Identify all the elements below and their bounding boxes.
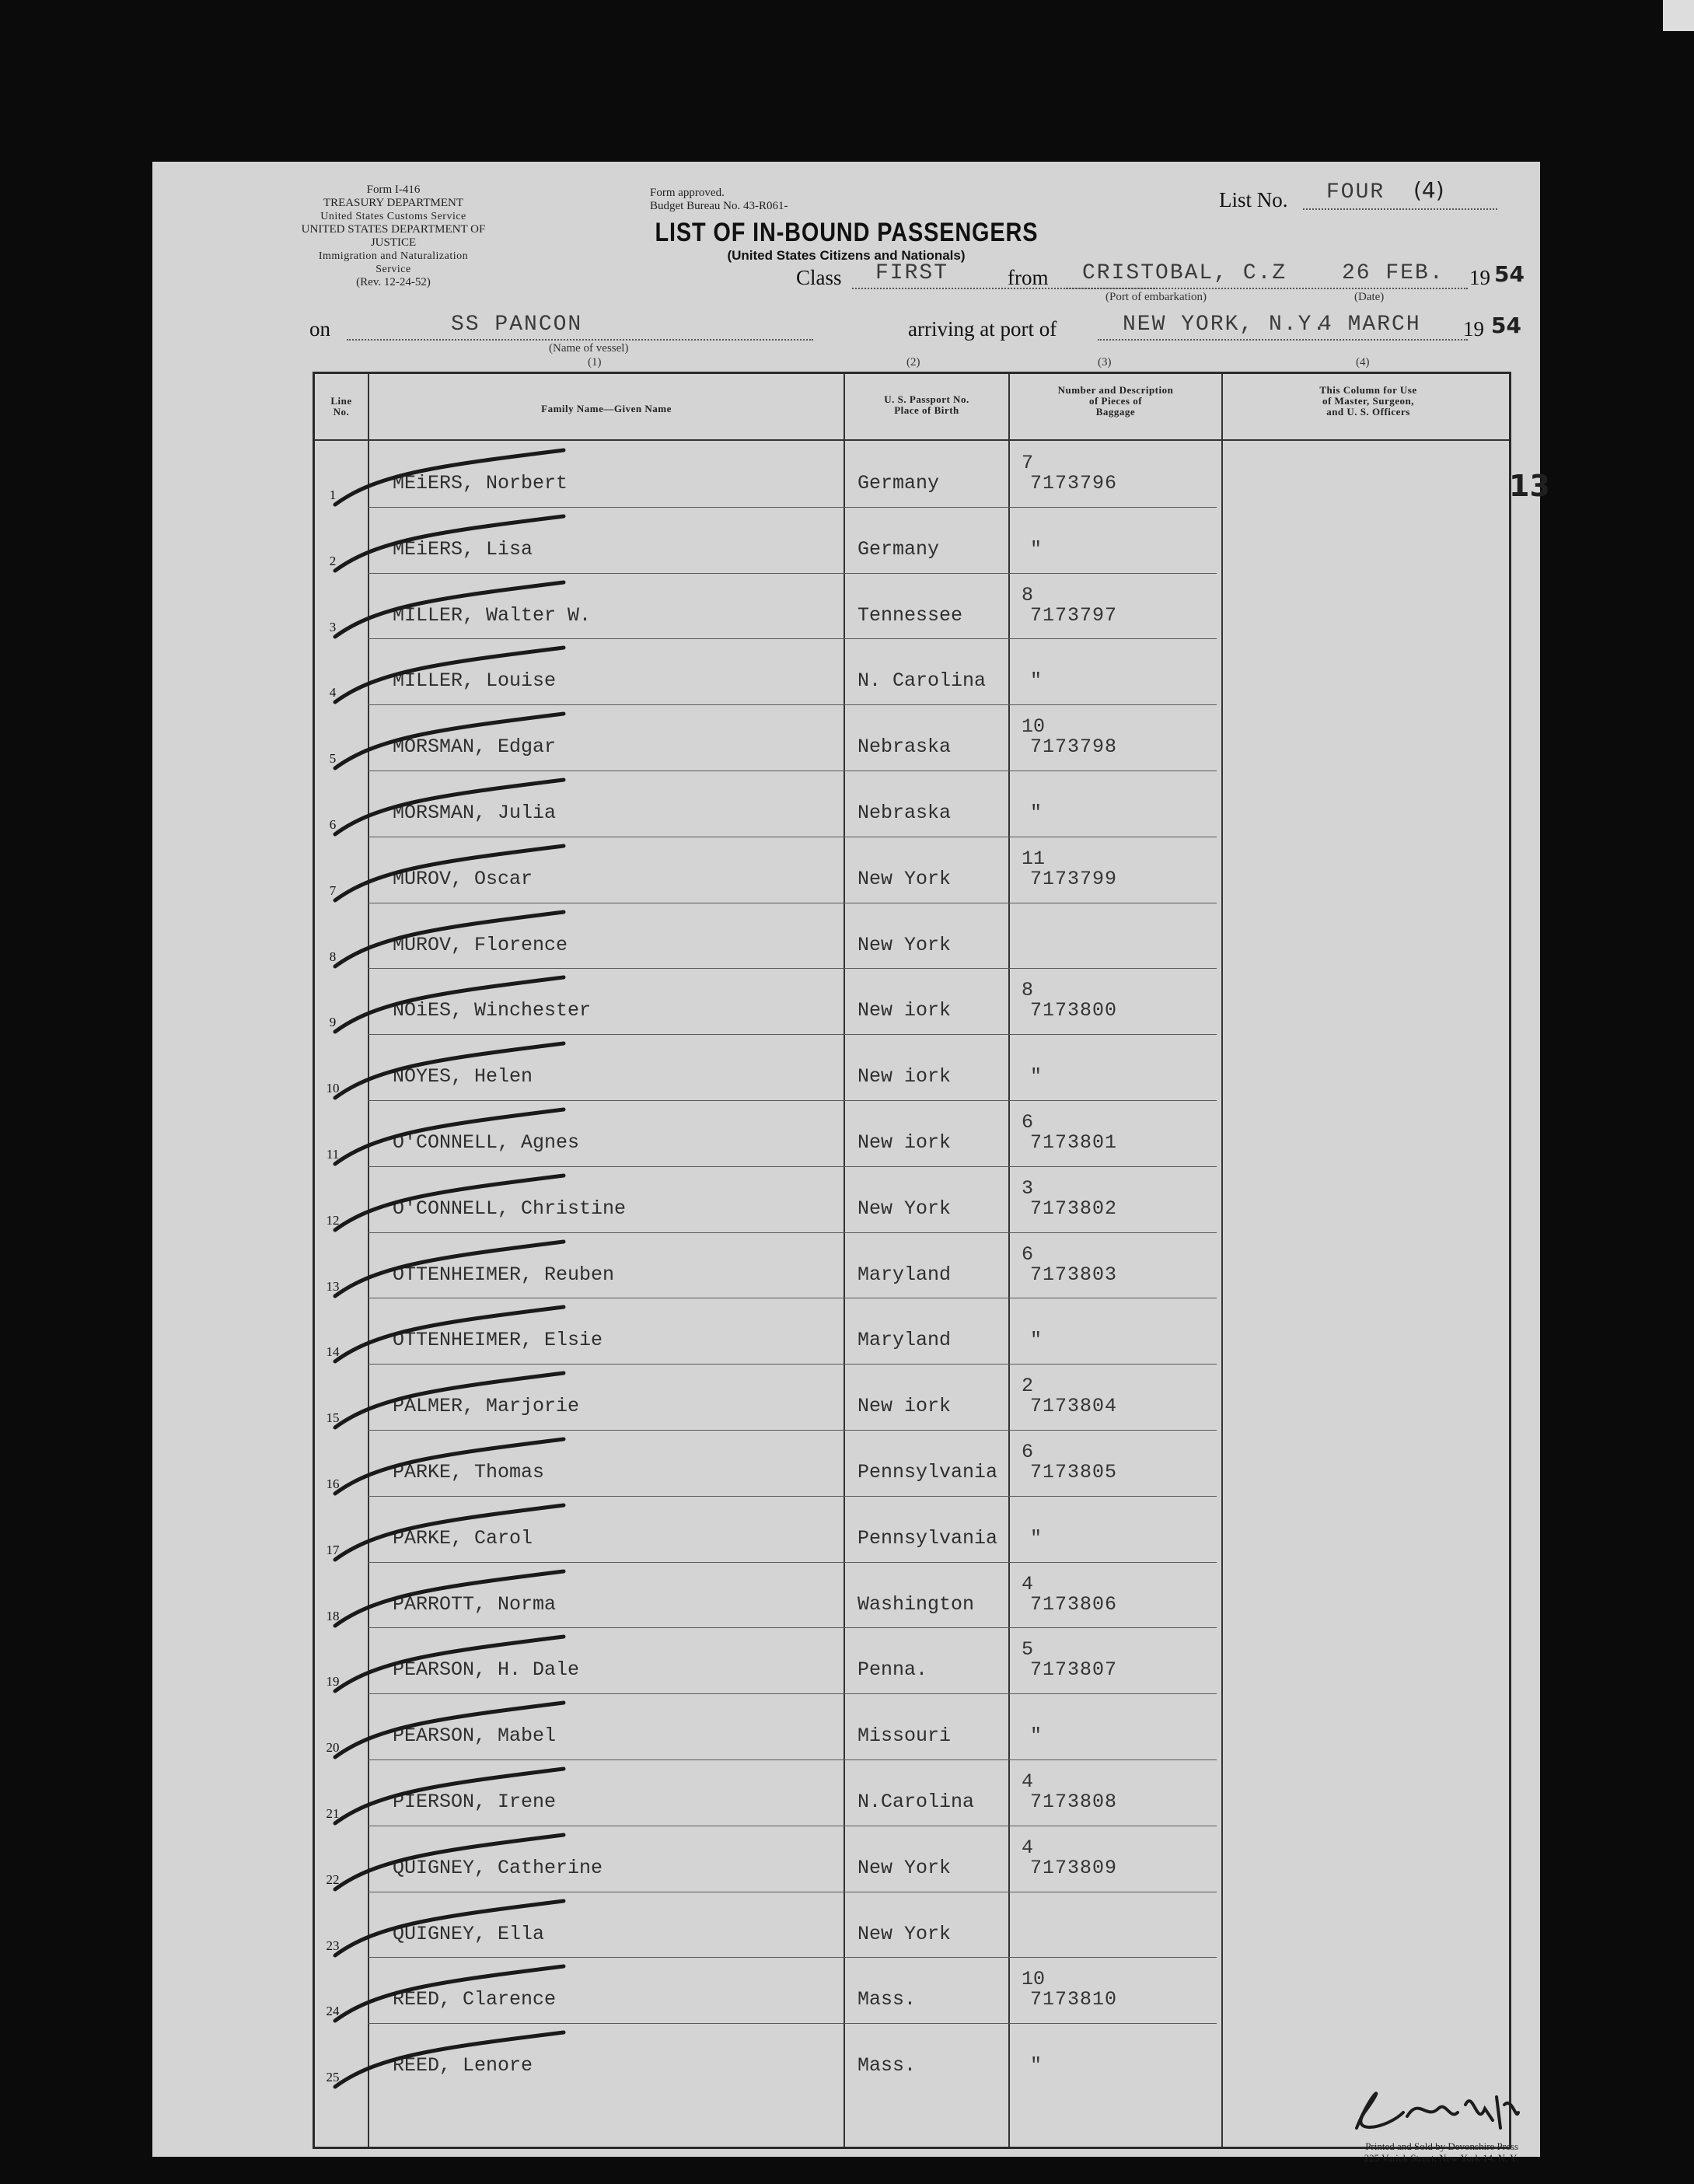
line-number: 5 bbox=[329, 751, 337, 767]
passenger-name: MUROV, Oscar bbox=[393, 867, 533, 890]
table-row bbox=[315, 573, 1509, 638]
row-divider bbox=[368, 1693, 1217, 1694]
check-mark-stroke bbox=[330, 772, 579, 842]
place-of-birth: N.Carolina bbox=[857, 1791, 975, 1813]
baggage-tag: 7173804 bbox=[1030, 1395, 1118, 1418]
table-row bbox=[315, 837, 1509, 902]
baggage-header-line1: Number and Description bbox=[1057, 384, 1174, 396]
passenger-name: NOiES, Winchester bbox=[393, 999, 592, 1022]
check-mark-stroke bbox=[330, 1761, 579, 1831]
on-label: on bbox=[309, 317, 330, 341]
line-number: 9 bbox=[329, 1015, 337, 1030]
baggage-tag: 7173798 bbox=[1030, 736, 1118, 759]
baggage-count: 6 bbox=[1022, 1441, 1034, 1463]
table-row bbox=[315, 968, 1509, 1033]
from-line bbox=[1064, 288, 1468, 289]
baggage-header-line2: of Pieces of bbox=[1088, 395, 1143, 407]
check-mark-stroke bbox=[330, 838, 579, 908]
row-divider bbox=[368, 1957, 1217, 1958]
form-sheet bbox=[152, 162, 1550, 2164]
line-number: 1 bbox=[329, 487, 337, 502]
check-mark-stroke bbox=[330, 2025, 579, 2095]
check-mark-stroke bbox=[330, 508, 579, 578]
baggage-count: 4 bbox=[1022, 1572, 1034, 1595]
line-number: 19 bbox=[326, 1674, 340, 1690]
list-number-value: FOUR bbox=[1326, 180, 1385, 204]
budget-bureau-number: Budget Bureau No. 43-R061- bbox=[650, 200, 788, 212]
passenger-name: PARROTT, Norma bbox=[393, 1592, 557, 1616]
officers-header-line1: This Column for Use bbox=[1319, 384, 1417, 396]
line-number: 3 bbox=[329, 619, 337, 634]
place-of-birth: Maryland bbox=[857, 1329, 952, 1352]
baggage-tag: 7173799 bbox=[1030, 867, 1118, 890]
printer-line2: 225 Varick Street, New York 14, N. Y. bbox=[1364, 2152, 1518, 2164]
line-number: 7 bbox=[329, 882, 337, 898]
table-row bbox=[315, 1826, 1509, 1891]
department2-name: UNITED STATES DEPARTMENT OF JUSTICE bbox=[301, 223, 486, 249]
baggage-count: 11 bbox=[1022, 847, 1046, 870]
table-row bbox=[315, 507, 1509, 572]
line-number: 17 bbox=[326, 1542, 340, 1557]
service-name: United States Customs Service bbox=[320, 211, 466, 222]
row-divider bbox=[368, 1034, 1217, 1035]
arrival-date: 4 MARCH bbox=[1319, 313, 1421, 337]
line-number: 20 bbox=[326, 1740, 340, 1756]
place-of-birth: New iork bbox=[857, 1395, 952, 1418]
passenger-name: MILLER, Louise bbox=[393, 669, 557, 693]
place-of-birth: Washington bbox=[857, 1592, 975, 1616]
baggage-tag: 7173807 bbox=[1030, 1658, 1118, 1682]
place-of-birth: Missouri bbox=[857, 1724, 952, 1748]
row-divider bbox=[368, 507, 1217, 508]
arrival-year-handwritten: 54 bbox=[1491, 313, 1521, 338]
passport-header-line2: Place of Birth bbox=[894, 404, 959, 416]
check-mark-stroke bbox=[330, 1168, 579, 1238]
passport-header-line1: U. S. Passport No. bbox=[884, 393, 969, 405]
baggage-tag: 7173803 bbox=[1030, 1263, 1118, 1286]
baggage-tag: 7173800 bbox=[1030, 999, 1118, 1022]
list-number-label: List No. bbox=[1219, 188, 1288, 211]
column-header-baggage bbox=[1010, 385, 1221, 418]
passenger-name: OTTENHEIMER, Elsie bbox=[393, 1329, 603, 1352]
row-divider bbox=[368, 1100, 1217, 1101]
baggage-tag: 7173797 bbox=[1030, 603, 1118, 627]
passenger-name: MORSMAN, Julia bbox=[393, 802, 557, 824]
place-of-birth: Mass. bbox=[857, 2054, 917, 2077]
place-of-birth: New York bbox=[857, 867, 952, 890]
place-of-birth: Germany bbox=[857, 537, 940, 561]
row-divider bbox=[368, 968, 1217, 969]
table-row bbox=[315, 704, 1509, 770]
form-subtitle: (United States Citizens and Nationals) bbox=[727, 248, 966, 263]
line-number: 18 bbox=[326, 1608, 340, 1623]
passenger-name: O'CONNELL, Agnes bbox=[393, 1131, 580, 1154]
line-number: 14 bbox=[326, 1344, 340, 1360]
printer-imprint bbox=[1364, 2140, 1518, 2164]
passenger-name: MORSMAN, Edgar bbox=[393, 736, 557, 759]
passenger-name: PIERSON, Irene bbox=[393, 1791, 557, 1813]
row-divider bbox=[368, 1759, 1217, 1760]
check-mark-stroke bbox=[330, 706, 579, 776]
baggage-count: 2 bbox=[1022, 1375, 1034, 1398]
baggage-count: 10 bbox=[1022, 715, 1046, 739]
line-number: 2 bbox=[329, 553, 337, 568]
form-revision: (Rev. 12-24-52) bbox=[356, 276, 431, 288]
form-number: Form I-416 bbox=[366, 183, 421, 196]
line-number: 15 bbox=[326, 1410, 340, 1426]
line-number: 6 bbox=[329, 817, 337, 832]
check-mark-stroke bbox=[330, 1497, 579, 1567]
passenger-name: MEiERS, Lisa bbox=[393, 537, 533, 561]
baggage-header-line3: Baggage bbox=[1095, 406, 1136, 418]
table-row bbox=[315, 1693, 1509, 1759]
baggage-tag: " bbox=[1030, 2054, 1043, 2077]
baggage-tag: 7173810 bbox=[1030, 1988, 1118, 2011]
printer-line1: Printed and Sold by Devonshire Press bbox=[1365, 2140, 1518, 2152]
baggage-tag: 7173809 bbox=[1030, 1856, 1118, 1879]
baggage-tag: " bbox=[1030, 1724, 1043, 1748]
place-of-birth: New iork bbox=[857, 1131, 952, 1154]
table-row bbox=[315, 1166, 1509, 1232]
check-mark-stroke bbox=[330, 442, 579, 512]
corner-scan-artifact bbox=[1663, 0, 1694, 31]
embarkation-year-handwritten: 54 bbox=[1494, 261, 1525, 287]
baggage-count: 8 bbox=[1022, 979, 1034, 1002]
class-label: Class bbox=[796, 266, 842, 289]
form-approval-block bbox=[650, 187, 837, 213]
check-mark-stroke bbox=[330, 1102, 579, 1172]
place-of-birth: Penna. bbox=[857, 1658, 928, 1682]
row-divider bbox=[368, 1232, 1217, 1233]
place-of-birth: Mass. bbox=[857, 1988, 917, 2011]
line-number: 10 bbox=[326, 1081, 340, 1096]
passenger-name: NOYES, Helen bbox=[393, 1065, 533, 1089]
table-row bbox=[315, 1232, 1509, 1298]
check-mark-stroke bbox=[330, 1695, 579, 1765]
place-of-birth: New iork bbox=[857, 999, 952, 1022]
vessel-name: SS PANCON bbox=[451, 313, 583, 337]
column-header-passport bbox=[845, 394, 1008, 416]
column-number-baggage-label: (3) bbox=[1098, 356, 1112, 369]
row-divider bbox=[368, 2023, 1217, 2024]
passenger-name: PARKE, Thomas bbox=[393, 1461, 545, 1483]
check-mark-stroke bbox=[330, 1234, 579, 1304]
officer-note: 13 bbox=[1509, 469, 1550, 503]
column-header-officers bbox=[1223, 385, 1514, 418]
baggage-tag: 7173808 bbox=[1030, 1791, 1118, 1813]
place-of-birth: New York bbox=[857, 1922, 952, 1945]
check-mark-stroke bbox=[330, 1827, 579, 1897]
table-row bbox=[315, 1627, 1509, 1693]
baggage-count: 7 bbox=[1022, 452, 1034, 474]
column-header-line: Line No. bbox=[330, 395, 352, 418]
place-of-birth: Pennsylvania bbox=[857, 1526, 998, 1550]
check-mark-stroke bbox=[330, 1299, 579, 1369]
table-row bbox=[315, 1759, 1509, 1825]
baggage-count: 5 bbox=[1022, 1638, 1034, 1662]
line-number: 16 bbox=[326, 1476, 340, 1491]
port-of-embarkation: CRISTOBAL, C.Z bbox=[1082, 261, 1287, 285]
port-embarkation-caption: (Port of embarkation) bbox=[1105, 291, 1207, 303]
column-number-officers-label: (4) bbox=[1356, 356, 1370, 369]
passenger-name: QUIGNEY, Ella bbox=[393, 1922, 545, 1945]
column-header-name: Family Name—Given Name bbox=[541, 403, 672, 414]
table-row bbox=[315, 771, 1509, 836]
line-number: 12 bbox=[326, 1212, 340, 1228]
passenger-table bbox=[313, 372, 1550, 2149]
place-of-birth: Tennessee bbox=[857, 603, 963, 627]
line-number: 23 bbox=[326, 1938, 340, 1953]
baggage-tag: 7173796 bbox=[1030, 472, 1118, 494]
baggage-count: 3 bbox=[1022, 1176, 1034, 1200]
list-number-line bbox=[1303, 208, 1497, 210]
service2-name: Immigration and Naturalization Service bbox=[318, 250, 469, 275]
place-of-birth: New York bbox=[857, 1197, 952, 1220]
table-row bbox=[315, 1364, 1509, 1429]
baggage-count: 6 bbox=[1022, 1242, 1034, 1266]
date-caption: (Date) bbox=[1354, 291, 1385, 303]
baggage-count: 8 bbox=[1022, 583, 1034, 606]
place-of-birth: Germany bbox=[857, 472, 940, 494]
check-mark-stroke bbox=[330, 1036, 579, 1106]
arriving-label: arriving at port of bbox=[908, 317, 1057, 341]
table-row bbox=[315, 2023, 1509, 2088]
table-row bbox=[315, 638, 1509, 704]
check-mark-stroke bbox=[330, 1959, 579, 2028]
table-row bbox=[315, 903, 1509, 968]
column-number-passport-label: (2) bbox=[906, 356, 920, 369]
from-label: from bbox=[1008, 266, 1049, 289]
officer-signature bbox=[1341, 2074, 1520, 2144]
check-mark-stroke bbox=[330, 1893, 579, 1963]
check-mark-stroke bbox=[330, 904, 579, 974]
baggage-tag: " bbox=[1030, 1526, 1043, 1550]
baggage-tag: 7173805 bbox=[1030, 1461, 1118, 1483]
baggage-tag: 7173801 bbox=[1030, 1131, 1118, 1154]
row-divider bbox=[368, 638, 1217, 639]
baggage-count: 4 bbox=[1022, 1770, 1034, 1793]
check-mark-stroke bbox=[330, 970, 579, 1040]
place-of-birth: Pennsylvania bbox=[857, 1461, 998, 1483]
table-row bbox=[315, 1100, 1509, 1165]
baggage-tag: 7173806 bbox=[1030, 1592, 1118, 1616]
line-number: 4 bbox=[329, 685, 337, 701]
place-of-birth: New York bbox=[857, 1856, 952, 1879]
form-title: LIST OF IN-BOUND PASSENGERS bbox=[655, 218, 1038, 247]
baggage-count: 10 bbox=[1022, 1968, 1046, 1991]
check-mark-stroke bbox=[330, 640, 579, 710]
line-number: 24 bbox=[326, 2004, 340, 2019]
table-row bbox=[315, 1034, 1509, 1099]
officers-header-line2: of Master, Surgeon, bbox=[1322, 395, 1415, 407]
row-divider bbox=[368, 1430, 1217, 1431]
vessel-column-number: (1) bbox=[588, 356, 602, 369]
vessel-line bbox=[347, 339, 813, 341]
table-row bbox=[315, 1430, 1509, 1495]
place-of-birth: N. Carolina bbox=[857, 669, 987, 693]
passenger-name: REED, Lenore bbox=[393, 2054, 533, 2077]
passenger-name: OTTENHEIMER, Reuben bbox=[393, 1263, 615, 1286]
form-approval: Form approved. bbox=[650, 187, 725, 199]
vessel-caption: (Name of vessel) bbox=[549, 342, 629, 355]
passenger-name: PEARSON, H. Dale bbox=[393, 1658, 580, 1682]
check-mark-stroke bbox=[330, 1564, 579, 1634]
embarkation-date: 26 FEB. bbox=[1342, 261, 1444, 285]
list-number-handwritten: (4) bbox=[1413, 177, 1444, 203]
baggage-tag: " bbox=[1030, 1329, 1043, 1352]
table-row bbox=[315, 1562, 1509, 1627]
line-number: 25 bbox=[326, 2070, 340, 2085]
form-title-block bbox=[152, 218, 1540, 264]
passenger-name: PARKE, Carol bbox=[393, 1526, 533, 1550]
officers-header-line3: and U. S. Officers bbox=[1326, 406, 1410, 418]
row-divider bbox=[368, 1364, 1217, 1365]
row-divider bbox=[368, 573, 1217, 574]
line-number: 8 bbox=[329, 949, 337, 964]
passenger-name: O'CONNELL, Christine bbox=[393, 1197, 627, 1220]
place-of-birth: Maryland bbox=[857, 1263, 952, 1286]
place-of-birth: New York bbox=[857, 933, 952, 956]
baggage-tag: " bbox=[1030, 802, 1043, 824]
passenger-name: REED, Clarence bbox=[393, 1988, 557, 2011]
arrival-year-prefix: 19 bbox=[1463, 317, 1484, 341]
row-divider bbox=[368, 1562, 1217, 1563]
row-divider bbox=[368, 1166, 1217, 1167]
passenger-name: PEARSON, Mabel bbox=[393, 1724, 557, 1748]
place-of-birth: Nebraska bbox=[857, 802, 952, 824]
table-row bbox=[315, 441, 1509, 506]
table-row bbox=[315, 1496, 1509, 1561]
passenger-name: MEiERS, Norbert bbox=[393, 472, 568, 494]
place-of-birth: New iork bbox=[857, 1065, 952, 1089]
row-divider bbox=[368, 1627, 1217, 1628]
line-number: 22 bbox=[326, 1871, 340, 1887]
passenger-name: PALMER, Marjorie bbox=[393, 1395, 580, 1418]
table-row bbox=[315, 1892, 1509, 1957]
check-mark-stroke bbox=[330, 1629, 579, 1699]
passenger-name: QUIGNEY, Catherine bbox=[393, 1856, 603, 1879]
line-number: 11 bbox=[326, 1147, 340, 1162]
row-divider bbox=[368, 1496, 1217, 1497]
place-of-birth: Nebraska bbox=[857, 736, 952, 759]
passenger-name: MUROV, Florence bbox=[393, 933, 568, 956]
table-row bbox=[315, 1298, 1509, 1363]
baggage-tag: " bbox=[1030, 537, 1043, 561]
baggage-tag: " bbox=[1030, 669, 1043, 693]
arrival-line bbox=[1098, 339, 1468, 341]
line-number: 13 bbox=[326, 1278, 340, 1294]
row-divider bbox=[368, 704, 1217, 705]
line-number: 21 bbox=[326, 1806, 340, 1821]
class-value: FIRST bbox=[875, 261, 949, 285]
baggage-count: 6 bbox=[1022, 1111, 1034, 1134]
arrival-port: NEW YORK, N.Y. bbox=[1123, 313, 1328, 337]
check-mark-stroke bbox=[330, 1365, 579, 1435]
passenger-name: MILLER, Walter W. bbox=[393, 603, 592, 627]
check-mark-stroke bbox=[330, 1431, 579, 1501]
baggage-tag: " bbox=[1030, 1065, 1043, 1089]
baggage-tag: 7173802 bbox=[1030, 1197, 1118, 1220]
baggage-count: 4 bbox=[1022, 1836, 1034, 1859]
embarkation-year-prefix: 19 bbox=[1469, 266, 1490, 289]
check-mark-stroke bbox=[330, 575, 579, 645]
department-name: TREASURY DEPARTMENT bbox=[323, 197, 464, 209]
table-row bbox=[315, 1957, 1509, 2022]
